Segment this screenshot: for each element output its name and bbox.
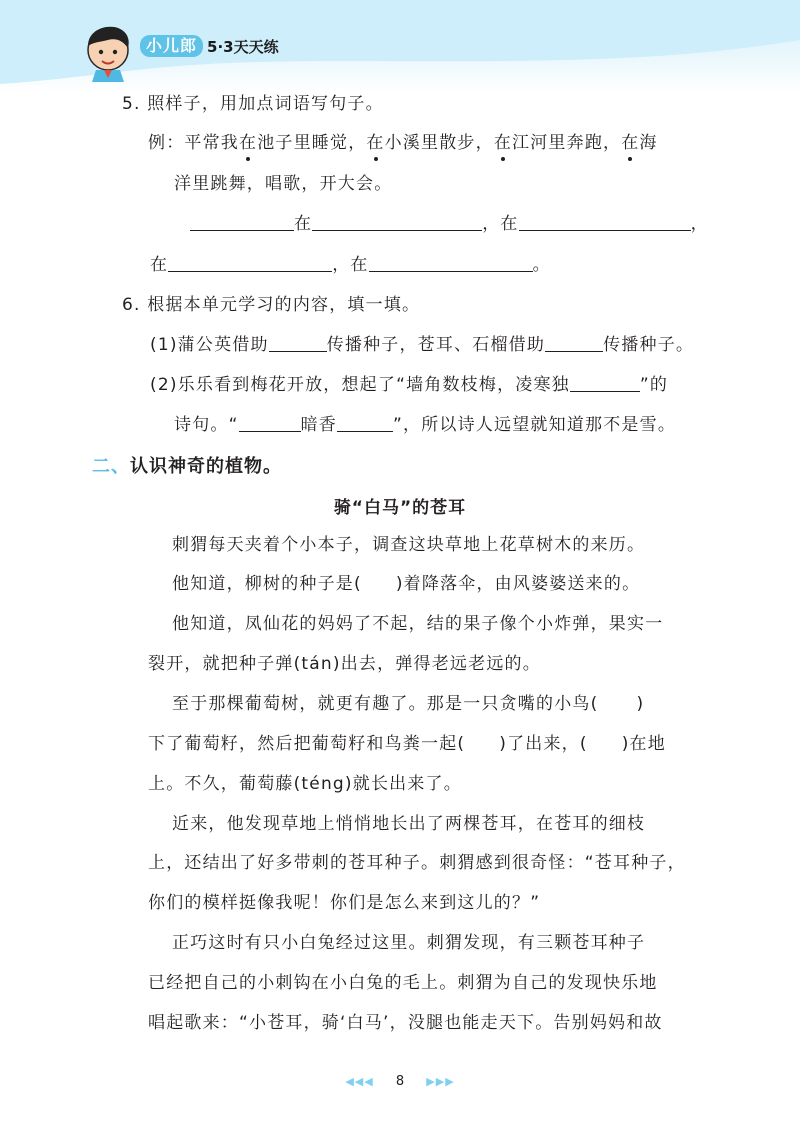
answer-blank[interactable] [337,413,393,432]
fill-word: 在 [350,255,369,275]
paragraph-text: 下了葡萄籽，然后把葡萄籽和鸟粪一起( [148,734,466,754]
right-arrows-icon: ▶▶▶ [426,1075,455,1088]
page-number: 8 [395,1074,405,1089]
story-p4-line1 [172,692,644,716]
example-text: 海 [639,133,658,153]
example-text: 例：平常我 [148,133,239,153]
item-text: 诗句。“ [174,415,239,435]
q6-title: 6. 根据本单元学习的内容，填一填。 [122,295,421,315]
mascot-logo [76,20,140,84]
dotted-word: 在 [366,133,385,153]
q5-example-line1 [148,131,658,155]
item-text: ”，所以诗人远望就知道那不是雪。 [393,415,677,435]
section-heading [92,452,282,478]
item-text: (1)蒲公英借助 [150,335,269,355]
example-text: 江河里奔跑， [512,133,622,153]
dotted-word: 在 [239,133,258,153]
section-number: 二、 [92,456,130,477]
story-p3-line1: 他知道，凤仙花的妈妈了不起，结的果子像个小炸弹，果实一 [172,614,664,634]
paragraph-text: )了出来，( [499,734,588,754]
story-title: 骑“白马”的苍耳 [333,498,467,518]
paragraph-text: 他知道，柳树的种子是( [172,574,362,594]
answer-blank[interactable] [168,253,332,272]
punctuation: 。 [532,255,551,275]
story-p5-line2: 上，还结出了好多带刺的苍耳种子。刺猬感到很奇怪：“苍耳种子， [148,853,686,873]
answer-blank[interactable] [545,333,603,352]
q5-fill-line1 [190,212,709,236]
page-footer [0,1074,800,1089]
fill-word: 在 [500,214,519,234]
answer-blank[interactable] [239,413,301,432]
section-title: 认识神奇的植物。 [130,456,282,477]
story-p6-line1: 正巧这时有只小白兔经过这里。刺猬发现，有三颗苍耳种子 [172,933,646,953]
answer-blank[interactable] [269,333,327,352]
q6-item2-line1 [150,373,668,397]
left-arrows-icon: ◀◀◀ [345,1075,374,1088]
item-text: ”的 [639,375,669,395]
answer-blank[interactable] [570,373,640,392]
fill-word: 在 [294,214,313,234]
paragraph-text: )在地 [621,734,666,754]
story-p6-line3: 唱起歌来：“小苍耳，骑‘白马’，没腿也能走天下。告别妈妈和故 [148,1013,663,1033]
punctuation: ， [690,214,709,234]
punctuation: ， [482,214,501,234]
paragraph-text: )着降落伞，由风婆婆送来的。 [395,574,641,594]
paragraph-text: ) [636,694,645,714]
brand-name: 小儿郎 [140,35,203,57]
q6-item2-line2 [174,413,676,437]
item-text: 传播种子，苍耳、石榴借助 [326,335,546,355]
story-p6-line2: 已经把自己的小刺钩在小白兔的毛上。刺猬为自己的发现快乐地 [148,973,658,993]
item-text: (2)乐乐看到梅花开放，想起了“墙角数枝梅，凌寒独 [150,375,570,395]
example-text: 小溪里散步， [384,133,494,153]
fill-word: 在 [150,255,169,275]
story-p3-line2: 裂开，就把种子弹(tán)出去，弹得老远老远的。 [148,654,541,674]
story-p5-line3: 你们的模样挺像我呢！你们是怎么来到这儿的？” [148,893,541,913]
story-p1: 刺猬每天夹着个小本子，调查这块草地上花草树木的来历。 [172,535,646,555]
q6-item1 [150,333,694,357]
item-text: 传播种子。 [603,335,695,355]
story-p4-line2 [148,732,666,756]
item-text: 暗香 [300,415,338,435]
answer-blank[interactable] [519,212,691,231]
series-name: 5·3天天练 [207,37,279,56]
dotted-word: 在 [621,133,640,153]
story-p4-line3: 上。不久，葡萄藤(téng)就长出来了。 [148,774,462,794]
brand [140,34,279,58]
answer-blank[interactable] [312,212,482,231]
story-p2 [172,572,640,596]
story-p5-line1: 近来，他发现草地上悄悄地长出了两棵苍耳，在苍耳的细枝 [172,814,646,834]
q5-title: 5. 照样子，用加点词语写句子。 [122,94,384,114]
q5-example-line2: 洋里跳舞，唱歌，开大会。 [174,174,393,194]
answer-blank[interactable] [369,253,533,272]
paragraph-text: 至于那棵葡萄树，就更有趣了。那是一只贪嘴的小鸟( [172,694,599,714]
dotted-word: 在 [493,133,513,153]
punctuation: ， [332,255,351,275]
example-text: 池子里睡觉， [257,133,367,153]
answer-blank[interactable] [190,212,294,231]
q5-fill-line2 [150,253,551,277]
